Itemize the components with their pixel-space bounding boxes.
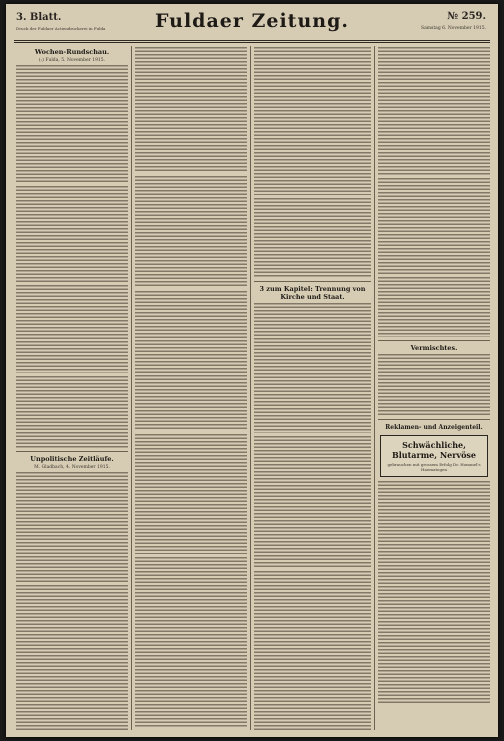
- issue-date: Samstag 6. November 1915.: [421, 26, 486, 31]
- article-text: [378, 178, 490, 274]
- article-text: [254, 303, 371, 433]
- masthead-rule-2: [14, 42, 490, 43]
- article-text: [135, 47, 247, 173]
- article-separator: [378, 340, 490, 341]
- masthead-rule: [14, 40, 490, 41]
- article-dateline: M. Gladbach, 4. November 1915.: [34, 465, 110, 470]
- advertisement-box: [380, 435, 488, 477]
- article-text: [378, 277, 490, 337]
- article-separator: [254, 281, 371, 282]
- article-separator: [378, 419, 490, 420]
- ad-title: Schwächliche, Blutarme, Nervöse: [391, 440, 477, 460]
- article-text: [378, 47, 490, 175]
- newspaper-title: Fuldaer Zeitung.: [155, 10, 349, 32]
- column-divider: [374, 46, 375, 730]
- column-3: [254, 46, 371, 730]
- ad-text: gebrauchen mit grossem Erfolg Dr. Hommel's Haematogen: [387, 462, 481, 472]
- article-text: [16, 285, 128, 373]
- ad-section-heading: Reklamen- und Anzeigenteil.: [385, 424, 483, 431]
- column-4: [378, 46, 490, 730]
- article-text: [135, 434, 247, 554]
- article-text: [16, 376, 128, 448]
- article-text: [254, 47, 371, 195]
- column-2: [135, 46, 247, 730]
- masthead-subline: Druck der Fuldaer Actiendruckerei in Fulda: [16, 26, 106, 31]
- article-heading: Wochen-Rundschau.: [34, 48, 110, 56]
- article-text: [135, 557, 247, 727]
- article-text: [135, 291, 247, 431]
- article-text: [254, 571, 371, 730]
- article-text: [254, 436, 371, 568]
- newspaper-page: [6, 4, 498, 737]
- article-text: [16, 186, 128, 282]
- article-text: [378, 354, 490, 416]
- article-text: [16, 65, 128, 183]
- article-text: [378, 481, 490, 705]
- issue-number: № 259.: [447, 11, 486, 22]
- article-text: [16, 585, 128, 730]
- article-separator: [16, 451, 128, 452]
- article-text: [135, 176, 247, 288]
- masthead: [14, 10, 490, 38]
- sheet-number: 3. Blatt.: [16, 12, 62, 23]
- article-text: [254, 198, 371, 278]
- article-text: [16, 472, 128, 582]
- section-heading: Vermischtes.: [410, 344, 458, 352]
- column-divider: [131, 46, 132, 730]
- column-1: [16, 46, 128, 730]
- article-dateline: (:) Fulda, 5. November 1915.: [38, 58, 106, 63]
- article-heading: 3 zum Kapitel: Trennung von Kirche und Staat.: [259, 285, 366, 301]
- article-heading: Unpolitische Zeitläufe.: [30, 455, 114, 463]
- column-divider: [250, 46, 251, 730]
